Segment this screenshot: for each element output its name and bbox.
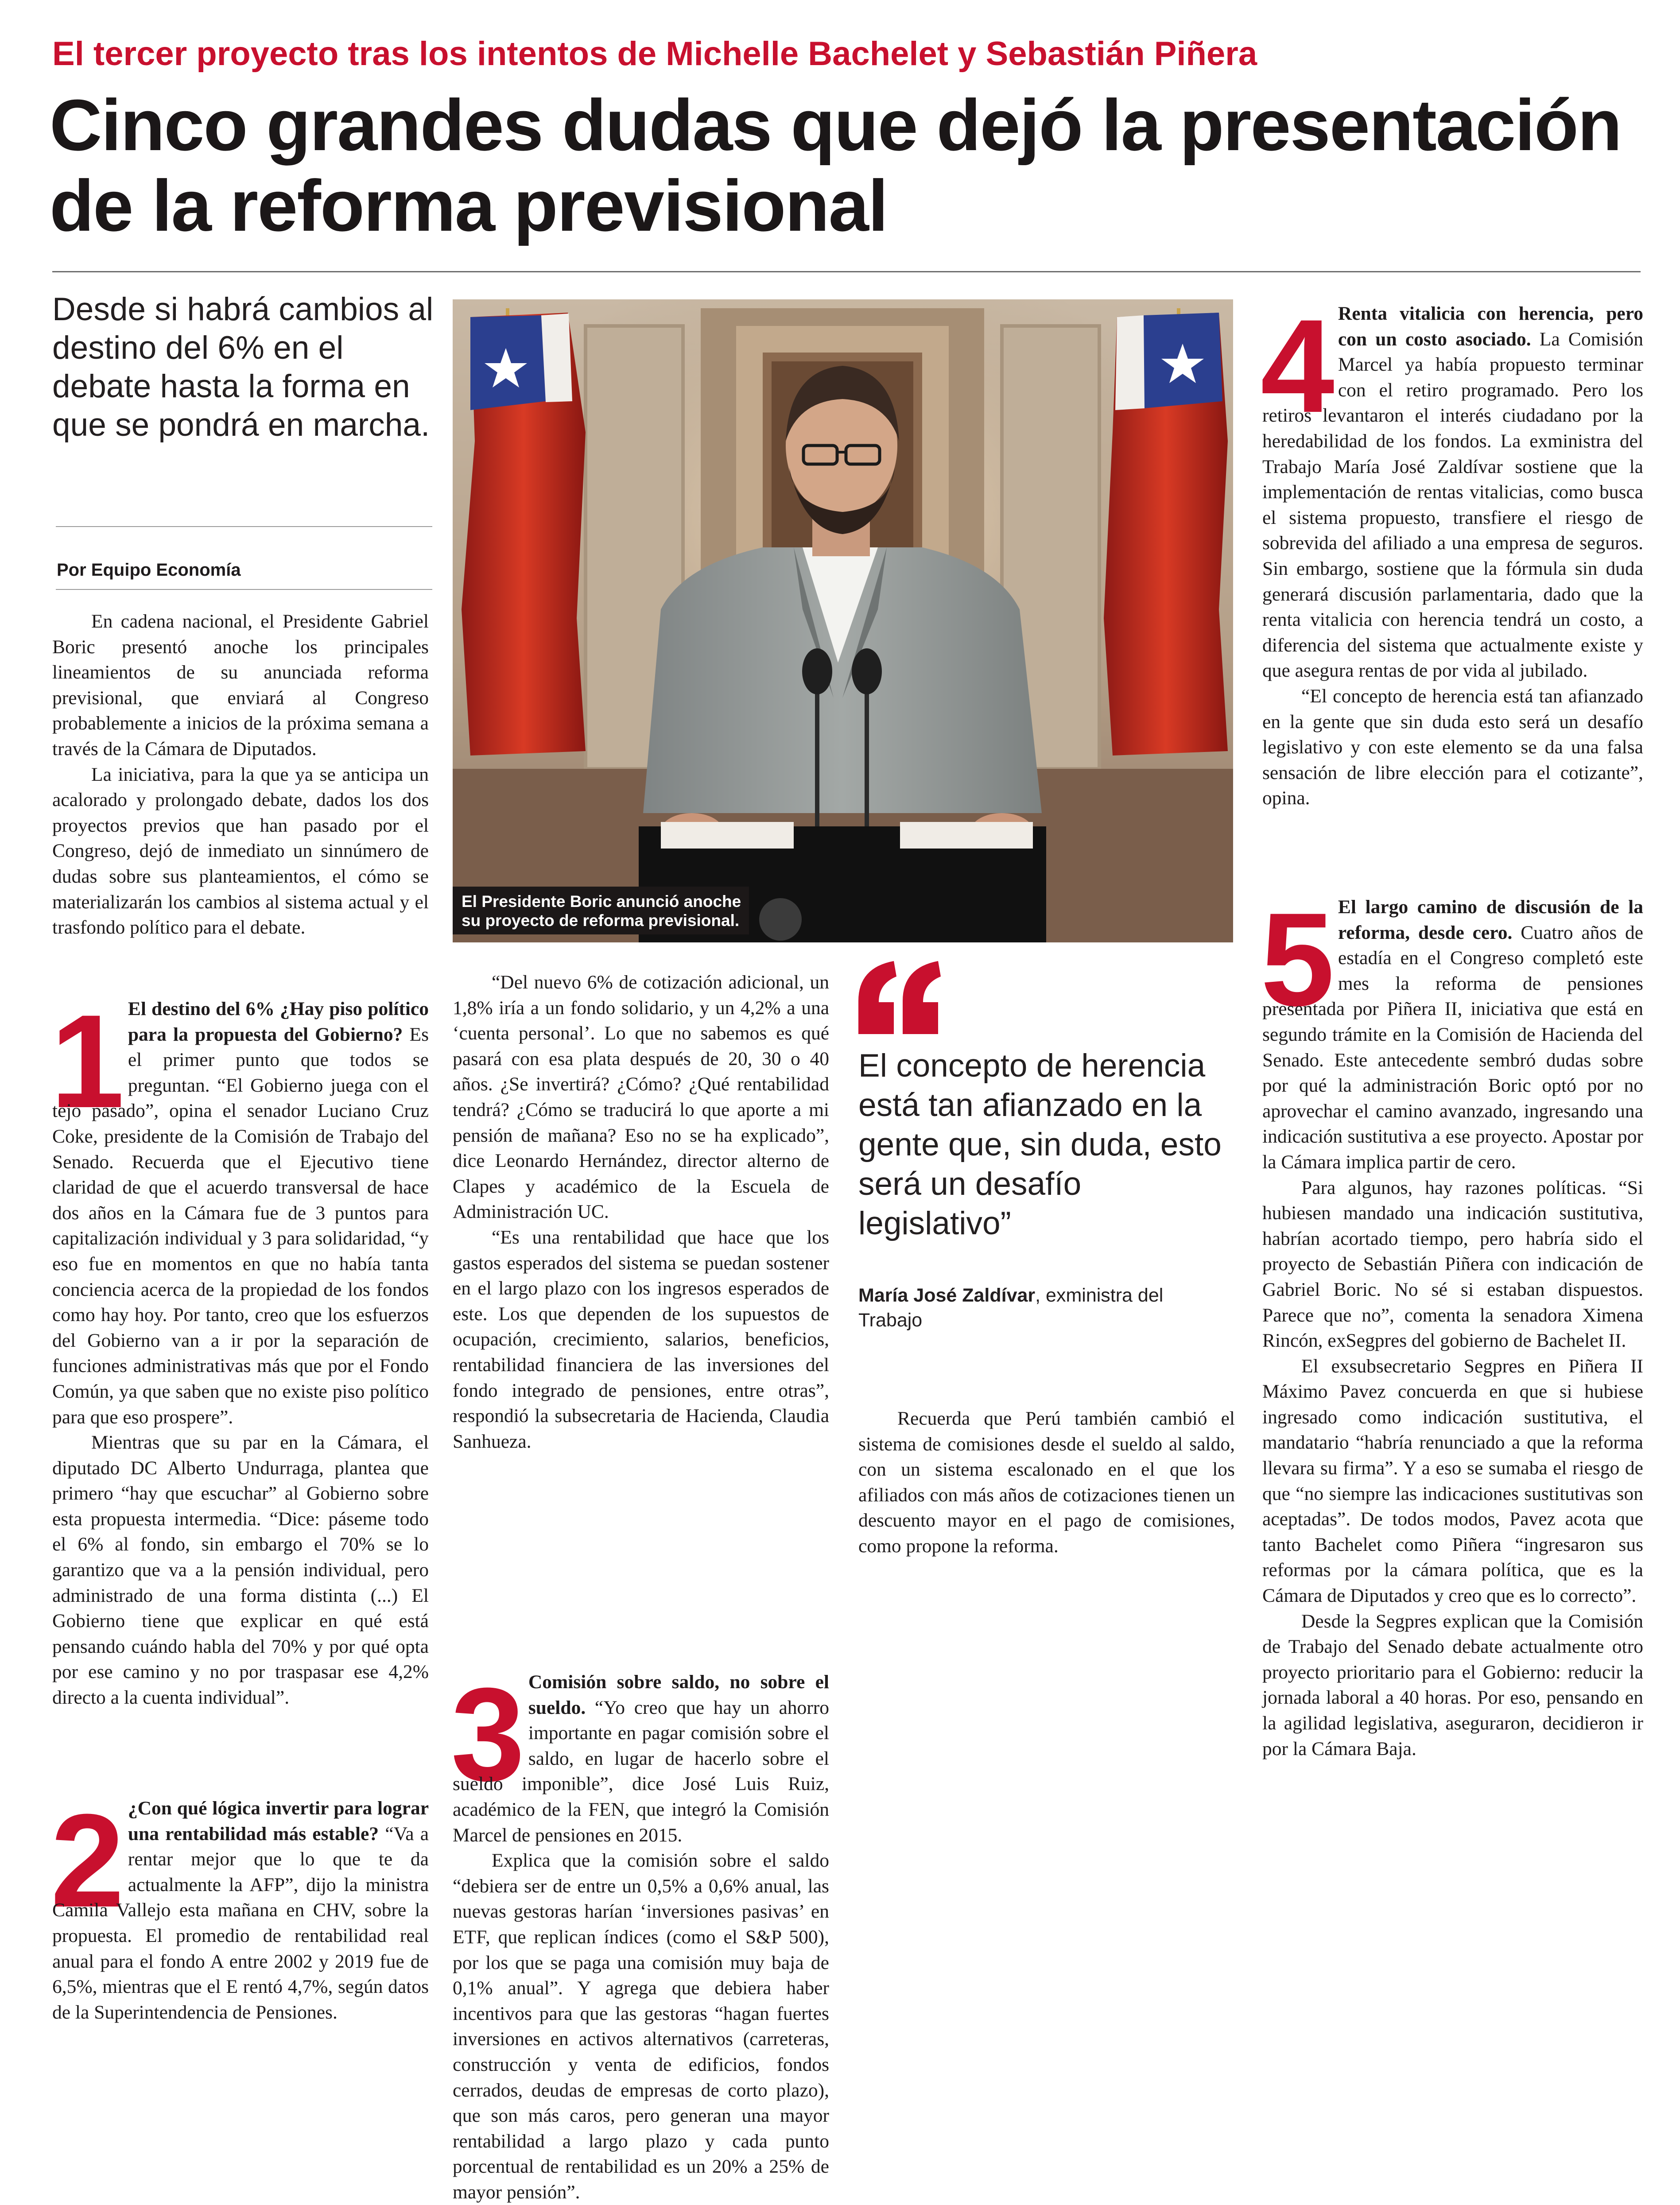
point-5-paragraph: El exsubsecretario Segpres en Piñera II Máximo Pavez concuerda en que si hubiese ingresado como indicación sustitutiva, el mandatario “habría renunciado a que la reforma llevara su firma”. Y a eso se sumaba el riesgo de que “no siempre las indicaciones sustitutivas son aceptadas”. De todos modos, Pavez acota que tanto Bachelet como Piñera “ingresaron sus reformas por la cámara política, que es la Cámara de Diputados y creo que es lo correcto”. xyxy=(1262,1355,1643,1607)
point-3-paragraph: Recuerda que Perú también cambió el sistema de comisiones desde el sueldo al saldo, con un sistema escalonado en el que los afiliados con más años de cotizaciones tienen un descuento mayor en el pago de comisiones, como propone la reforma. xyxy=(858,1408,1235,1557)
point-2-first-paragraph xyxy=(50,1786,429,2025)
pull-quote-role: , exministra del Trabajo xyxy=(858,1285,1164,1331)
point-1-paragraph: Mientras que su par en la Cámara, el diputado DC Alberto Undurraga, plantea que primero “hay que escuchar” al Gobierno sobre esta propuesta intermedia. “Dice: páseme todo el 6% al fondo, sin embargo el 70% se lo garantizo que va a la pensión individual, pero administrado de una forma distinta (...) El Gobierno tiene que explicar en qué está pensando cuándo habla del 70% y por qué opta por ese camino y no por traspasar ese 4,2% directo a la cuenta individual”. xyxy=(52,1432,429,1709)
point-5-paragraph: Para algunos, hay razones políticas. “Si hubiesen mandado una indicación sustitutiva, habrían acortado tiempo, pero habría sido el proyecto de Sebastián Piñera con indicación de Gabriel Boric. No sé si estaban dispuestos. Parece que no”, comenta la senadora Ximena Rincón, exSegpres del gobierno de Bachelet II. xyxy=(1262,1177,1643,1352)
point-4-title: Renta vitalicia con herencia, pero con un costo asociado. xyxy=(1338,303,1643,350)
point-1-title: El destino del 6% ¿Hay piso político para la propuesta del Gobierno? xyxy=(128,998,429,1045)
kicker: El tercer proyecto tras los intentos de Michelle Bachelet y Sebastián Piñera xyxy=(52,35,1257,73)
point-4-lead: La Comisión Marcel ya había propuesto terminar con el retiro programado. Pero los retiros levantaron el interés ciudadano por la heredabilidad de los fondos. La exministra del Trabajo María José Zaldívar sostiene que la implementación de rentas vitalicias, como busca el sistema propuesto, transfiere el riesgo de sobrevida del afiliado a una empresa de seguros. Sin embargo, sostiene que la fórmula sin duda generará discusión parlamentaria, dado que la renta vitalicia con herencia tendrá un costo, a diferencia del sistema que actualmente existe y que asegura rentas de por vida al jubilado. xyxy=(1262,328,1644,682)
point-2-paragraph: “Del nuevo 6% de cotización adicional, un 1,8% iría a un fondo solidario, y un 4,2% a una ‘cuenta personal’. Lo que no sabemos es qué pasará con esa plata después de 20, 30 o 40 años. ¿Se invertirá? ¿Cómo? ¿Qué rentabilidad tendrá? ¿Cómo se traducirá lo que aporte a mi pensión de mañana? Eso no se ha explicado”, dice Leonardo Hernández, director alterno de Clapes y académico de la Escuela de Administración UC. xyxy=(453,972,829,1223)
point-4-section xyxy=(1261,291,1644,811)
headline: Cinco grandes dudas que dejó la presentación de la reforma previsional xyxy=(50,85,1622,246)
point-5-number: 5 xyxy=(1261,885,1332,1034)
deck-divider xyxy=(56,526,432,527)
point-3-title: Comisión sobre saldo, no sobre el sueldo. xyxy=(528,1671,829,1718)
point-2-title: ¿Con qué lógica invertir para lograr una rentabilidad más estable? xyxy=(128,1798,429,1845)
point-3-continued xyxy=(858,1406,1235,1559)
point-2-section xyxy=(50,1786,429,2025)
point-4-paragraph: “El concepto de herencia está tan afianzado en la gente que sin duda esto será un desafío legislativo y con este elemento se da una falsa sensación de libre elección para el cotizante”, opina. xyxy=(1262,685,1643,809)
point-5-paragraph: Desde la Segpres explican que la Comisión de Trabajo del Senado debate actualmente otro proyecto prioritario para el Gobierno: reducir la jornada laboral a 40 horas. Por eso, pensando en la agilidad legislativa, aseguraron, decidieron ir por la Cámara Baja. xyxy=(1262,1610,1643,1759)
point-4-number: 4 xyxy=(1261,291,1332,440)
column-1-intro xyxy=(52,609,429,941)
photo-caption-line: El Presidente Boric anunció anoche xyxy=(462,892,741,911)
pull-quote-attribution xyxy=(858,1283,1226,1333)
point-3-paragraph: Explica que la comisión sobre el saldo “debiera ser de entre un 0,5% a 0,6% anual, las nuevas gestoras harían ‘inversiones pasivas’ en ETF, que replican índices (como el S&P 500), por los que se paga una comisión muy baja de 0,1% anual”. Y agrega que debiera haber incentivos para que las gestoras “hagan fuertes inversiones en activos alternativos (carreteras, construcción y venta de edificios, fondos cerrados, deudas de empresas de corto plazo), que son más caros, pero generan una mayor rentabilidad a largo plazo y cada punto porcentual de rentabilidad es un 20% a 25% de mayor pensión”. xyxy=(453,1850,829,2203)
photo-caption-line: su proyecto de reforma previsional. xyxy=(462,911,740,930)
president-photo-image xyxy=(453,299,1233,942)
deck: Desde si habrá cambios al destino del 6% en el debate hasta la forma en que se pondrá en marcha. xyxy=(52,291,434,443)
point-1-first-paragraph xyxy=(50,987,429,1430)
point-2-paragraph: “Es una rentabilidad que hace que los gastos esperados del sistema se puedan sostener en el largo plazo con los ingresos esperados de este. Los que dependen de los supuestos de ocupación, crecimiento, salarios, beneficios, rentabilidad financiera de las inversiones del fondo integrado de pensiones, entre otras”, respondió la subsecretaria de Hacienda, Claudia Sanhueza. xyxy=(453,1226,829,1452)
point-5-first-paragraph xyxy=(1261,885,1643,1175)
point-4-first-paragraph xyxy=(1261,291,1644,684)
point-1-section xyxy=(50,987,429,1711)
president-photo xyxy=(453,299,1233,942)
intro-paragraph: La iniciativa, para la que ya se anticipa un acalorado y prolongado debate, dados los dos proyectos previos que han pasado por el Congreso, dejó de inmediato un sinnúmero de dudas sobre sus planteamientos, el cómo se materializarán los cambios al sistema actual y el trasfondo político para el debate. xyxy=(52,763,429,938)
point-5-title: El largo camino de discusión de la reforma, desde cero. xyxy=(1338,896,1643,943)
quote-mark-shape xyxy=(854,959,943,1039)
point-5-section xyxy=(1261,885,1643,1762)
point-2-continued xyxy=(453,970,829,1454)
point-3-first-paragraph xyxy=(451,1660,829,1848)
point-3-section xyxy=(451,1660,829,2205)
byline-divider xyxy=(56,589,432,590)
point-2-lead: “Va a rentar mejor que lo que te da actualmente la AFP”, dijo la ministra Camila Vallejo esta mañana en CHV, sobre la propuesta. El promedio de rentabilidad real anual para el fondo A entre 2002 y 2019 fue de 6,5%, mientras que el E rentó 4,7%, según datos de la Superintendencia de Pensiones. xyxy=(52,1823,429,2023)
point-5-lead: Cuatro años de estadía en el Congreso completó este mes la reforma de pensiones presentada por Piñera II, iniciativa que está en segundo trámite en la Comisión de Hacienda del Senado. Este antecedente sembró dudas sobre por qué la administración Boric optó por no aprovechar el camino avanzado, ingresando una indicación sustitutiva a ese proyecto. Apostar por la Cámara implica partir de cero. xyxy=(1262,922,1643,1173)
quote-mark-icon xyxy=(854,959,947,1043)
point-1-number: 1 xyxy=(50,987,122,1135)
pull-quote-text: El concepto de herencia está tan afianzado en la gente que, sin duda, esto será un desafío legislativo” xyxy=(858,1048,1222,1241)
point-3-lead: “Yo creo que hay un ahorro importante en pagar comisión sobre el saldo, en lugar de hacerlo sobre el sueldo imponible”, dice José Luis Ruiz, académico de la FEN, que integró la Comisión Marcel de pensiones en 2015. xyxy=(453,1697,829,1846)
point-1-lead: Es el primer punto que todos se preguntan. “El Gobierno juega con el tejo pasado”, opina el senador Luciano Cruz Coke, presidente de la Comisión de Trabajo del Senado. Recuerda que el Ejecutivo tiene claridad de que el acuerdo transversal de hace dos años en la Cámara fue de 3 puntos para capitalización individual y 3 para solidaridad, “y eso fue en momentos en que no había tanta conciencia acerca de la propiedad de los fondos como hay hoy. Por tanto, creo que los esfuerzos del Gobierno van a ir por la separación de funciones administrativas más que por el Fondo Común, ya que saben que no existe piso político para que eso prospere”. xyxy=(52,1023,429,1428)
point-2-number: 2 xyxy=(50,1786,122,1935)
byline: Por Equipo Economía xyxy=(57,560,241,580)
photo-caption xyxy=(453,887,749,934)
header-divider xyxy=(52,271,1641,272)
intro-paragraph: En cadena nacional, el Presidente Gabriel Boric presentó anoche los principales lineamientos de su anunciada reforma previsional, que enviará al Congreso probablemente a inicios de la próxima semana a través de la Cámara de Diputados. xyxy=(52,611,429,760)
point-3-number: 3 xyxy=(451,1660,522,1809)
pull-quote-name: María José Zaldívar xyxy=(858,1285,1036,1306)
